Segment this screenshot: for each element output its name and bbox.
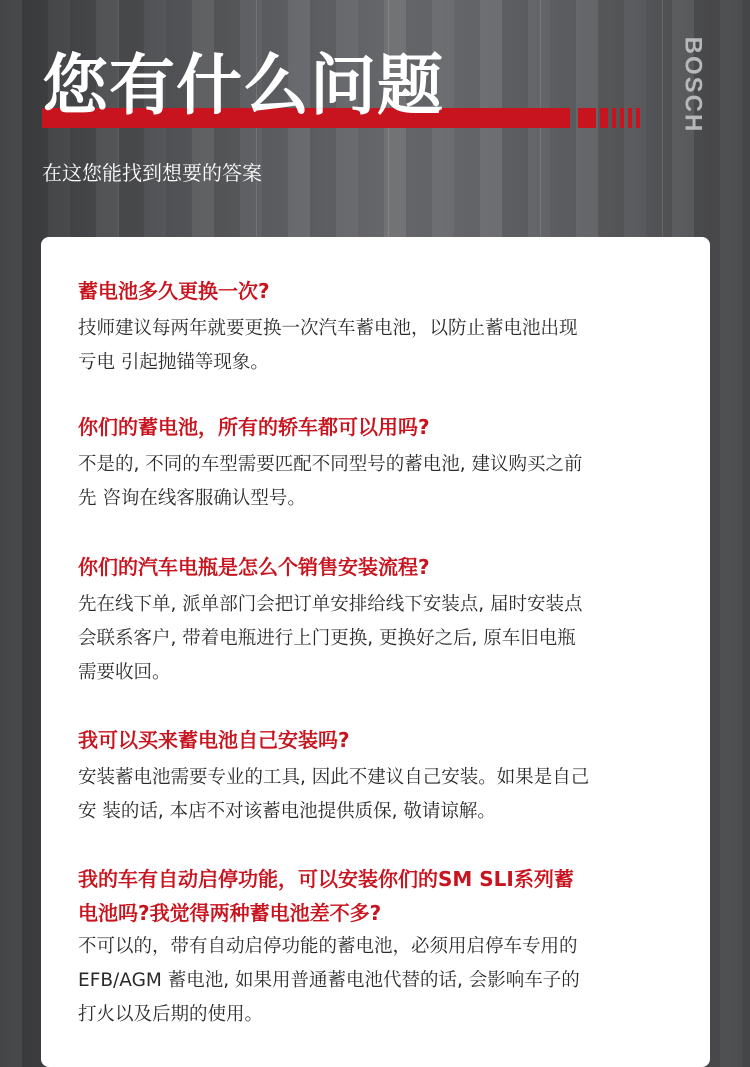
faq-item xyxy=(78,274,678,380)
faq-answer xyxy=(78,448,678,516)
faq-answer-line: 打火以及后期的使用。 xyxy=(78,1004,264,1025)
faq-question xyxy=(78,723,678,757)
faq-question-line: 我的车有自动启停功能，可以安装你们的SM SLI系列蓄 xyxy=(78,867,574,891)
faq-answer-line: 先 咨询在线客服确认型号。 xyxy=(78,488,306,509)
faq-answer-line: 不是的, 不同的车型需要匹配不同型号的蓄电池, 建议购买之前 xyxy=(78,454,583,475)
brand-logo xyxy=(672,30,712,140)
faq-answer xyxy=(78,312,678,380)
faq-question-line: 你们的汽车电瓶是怎么个销售安装流程? xyxy=(78,555,430,579)
faq-answer-line: 亏电 引起抛锚等现象。 xyxy=(78,352,269,373)
faq-item xyxy=(78,723,678,829)
faq-item xyxy=(78,550,678,690)
brand-text: BOSCH xyxy=(679,36,707,134)
faq-question xyxy=(78,274,678,308)
faq-question-line: 你们的蓄电池，所有的轿车都可以用吗? xyxy=(78,415,430,439)
faq-answer-line: 安 装的话, 本店不对该蓄电池提供质保, 敬请谅解。 xyxy=(78,801,496,822)
faq-answer-line: 需要收回。 xyxy=(78,662,171,683)
faq-answer-line: 不可以的，带有自动启停功能的蓄电池，必须用启停车专用的 xyxy=(78,936,578,957)
faq-item xyxy=(78,410,678,516)
faq-answer-line: 技师建议每两年就要更换一次汽车蓄电池，以防止蓄电池出现 xyxy=(78,318,578,339)
faq-question xyxy=(78,862,678,930)
faq-question xyxy=(78,550,678,584)
faq-question-line: 我可以买来蓄电池自己安装吗? xyxy=(78,728,350,752)
faq-item xyxy=(78,862,678,1032)
faq-answer-line: 安装蓄电池需要专业的工具, 因此不建议自己安装。如果是自己 xyxy=(78,767,590,788)
faq-answer-line: 先在线下单, 派单部门会把订单安排给线下安装点, 届时安装点 xyxy=(78,594,583,615)
faq-answer xyxy=(78,588,678,690)
background-line xyxy=(662,0,663,240)
page-title: 您有什么问题 xyxy=(42,47,444,124)
faq-question-line: 蓄电池多久更换一次? xyxy=(78,279,270,303)
title-underline-stripes xyxy=(578,108,640,128)
faq-question xyxy=(78,410,678,444)
faq-answer xyxy=(78,930,678,1032)
faq-answer xyxy=(78,761,678,829)
faq-answer-line: 会联系客户, 带着电瓶进行上门更换, 更换好之后, 原车旧电瓶 xyxy=(78,628,576,649)
faq-answer-line: EFB/AGM 蓄电池, 如果用普通蓄电池代替的话, 会影响车子的 xyxy=(78,970,580,991)
page-subtitle: 在这您能找到想要的答案 xyxy=(42,161,262,185)
faq-question-line: 电池吗?我觉得两种蓄电池差不多? xyxy=(78,901,382,925)
